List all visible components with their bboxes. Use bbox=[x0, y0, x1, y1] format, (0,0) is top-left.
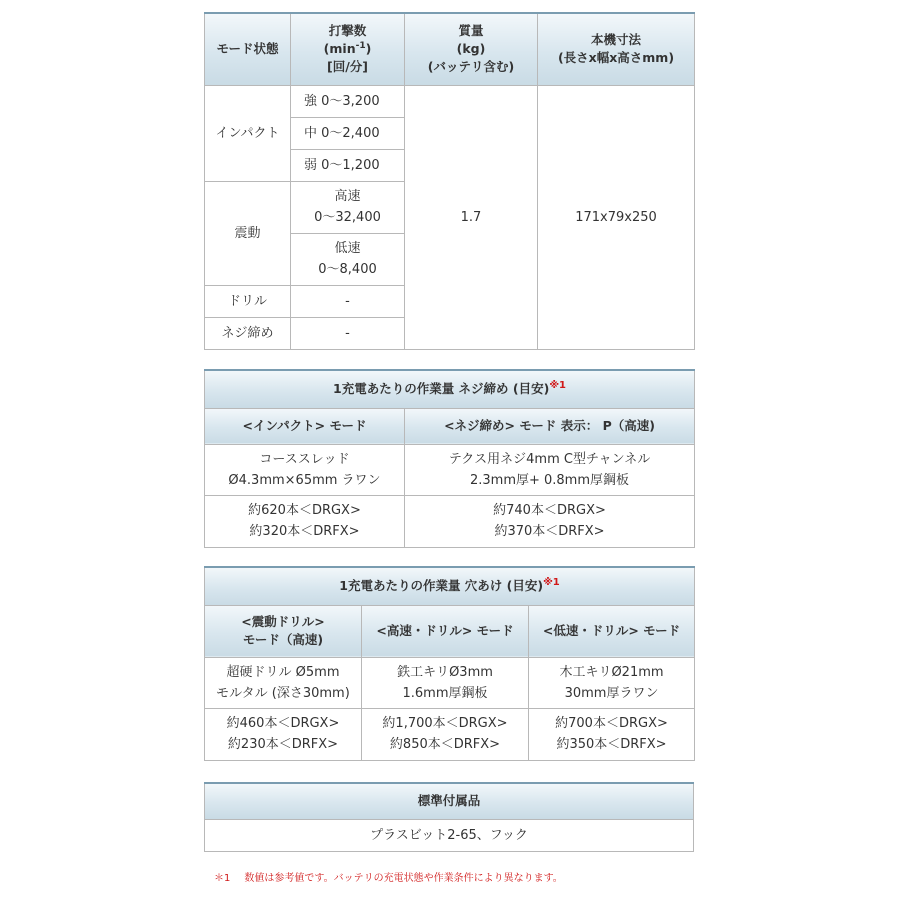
impact-condition: コーススレッド Ø4.3mm×65mm ラワン bbox=[205, 444, 405, 495]
impact-strong: 強 0～3,200 bbox=[291, 85, 405, 117]
accessory-table bbox=[204, 782, 694, 852]
impact-medium: 中 0～2,400 bbox=[291, 117, 405, 149]
high-speed-drill-count: 約1,700本＜DRGX> 約850本＜DRFX> bbox=[362, 708, 529, 760]
footnote-text: 数値は参考値です。バッテリの充電状態や作業条件により異なります。 bbox=[244, 873, 563, 884]
mode-header: モード状態 bbox=[205, 13, 291, 85]
drill-value: - bbox=[291, 285, 405, 317]
drill-table-title: 1充電あたりの作業量 穴あけ (目安)$^{※1}$ bbox=[205, 567, 695, 605]
dimensions-header: 本機寸法 (長さx幅x高さmm) bbox=[538, 13, 695, 85]
impact-weak: 弱 0～1,200 bbox=[291, 149, 405, 181]
mass-header: 質量 (kg) (バッテリ含む) bbox=[405, 13, 538, 85]
low-speed-drill-count: 約700本＜DRGX> 約350本＜DRFX> bbox=[529, 708, 695, 760]
screw-label: ネジ締め bbox=[205, 317, 291, 349]
dimensions-value: 171x79x250 bbox=[538, 85, 695, 349]
vibration-label: 震動 bbox=[205, 181, 291, 285]
screw-mode-header: <ネジ締め> モード 表示： P（高速) bbox=[405, 408, 695, 444]
footnote-mark: ＊1 bbox=[214, 873, 231, 884]
vibration-drill-count: 約460本＜DRGX> 約230本＜DRFX> bbox=[205, 708, 362, 760]
high-speed-drill-condition: 鉄工キリØ3mm 1.6mm厚鋼板 bbox=[362, 657, 529, 708]
impact-mode-header: <インパクト> モード bbox=[205, 408, 405, 444]
low-speed-drill-condition: 木工キリØ21mm 30mm厚ラワン bbox=[529, 657, 695, 708]
high-speed-drill-header: <高速・ドリル> モード bbox=[362, 605, 529, 657]
vibration-high: 高速 0～32,400 bbox=[291, 181, 405, 233]
drill-label: ドリル bbox=[205, 285, 291, 317]
spec-table bbox=[204, 12, 695, 350]
mass-value: 1.7 bbox=[405, 85, 538, 349]
impact-count: 約620本＜DRGX> 約320本＜DRFX> bbox=[205, 495, 405, 547]
screw-value: - bbox=[291, 317, 405, 349]
blow-count-header: 打撃数 $(\min^{-1})$ [回/分] bbox=[291, 13, 405, 85]
screw-count: 約740本＜DRGX> 約370本＜DRFX> bbox=[405, 495, 695, 547]
accessory-value: プラスビット2-65、フック bbox=[205, 819, 694, 851]
screw-work-table bbox=[204, 369, 695, 548]
screw-condition: テクス用ネジ4mm C型チャンネル 2.3mm厚+ 0.8mm厚鋼板 bbox=[405, 444, 695, 495]
accessory-title: 標準付属品 bbox=[205, 783, 694, 819]
screw-table-title: 1充電あたりの作業量 ネジ締め (目安)$^{※1}$ bbox=[205, 370, 695, 408]
drill-work-table bbox=[204, 566, 695, 761]
footnote bbox=[214, 869, 563, 884]
impact-label: インパクト bbox=[205, 85, 291, 181]
vibration-drill-header: <震動ドリル> モード（高速) bbox=[205, 605, 362, 657]
low-speed-drill-header: <低速・ドリル> モード bbox=[529, 605, 695, 657]
vibration-low: 低速 0～8,400 bbox=[291, 233, 405, 285]
vibration-drill-condition: 超硬ドリル Ø5mm モルタル (深さ30mm) bbox=[205, 657, 362, 708]
